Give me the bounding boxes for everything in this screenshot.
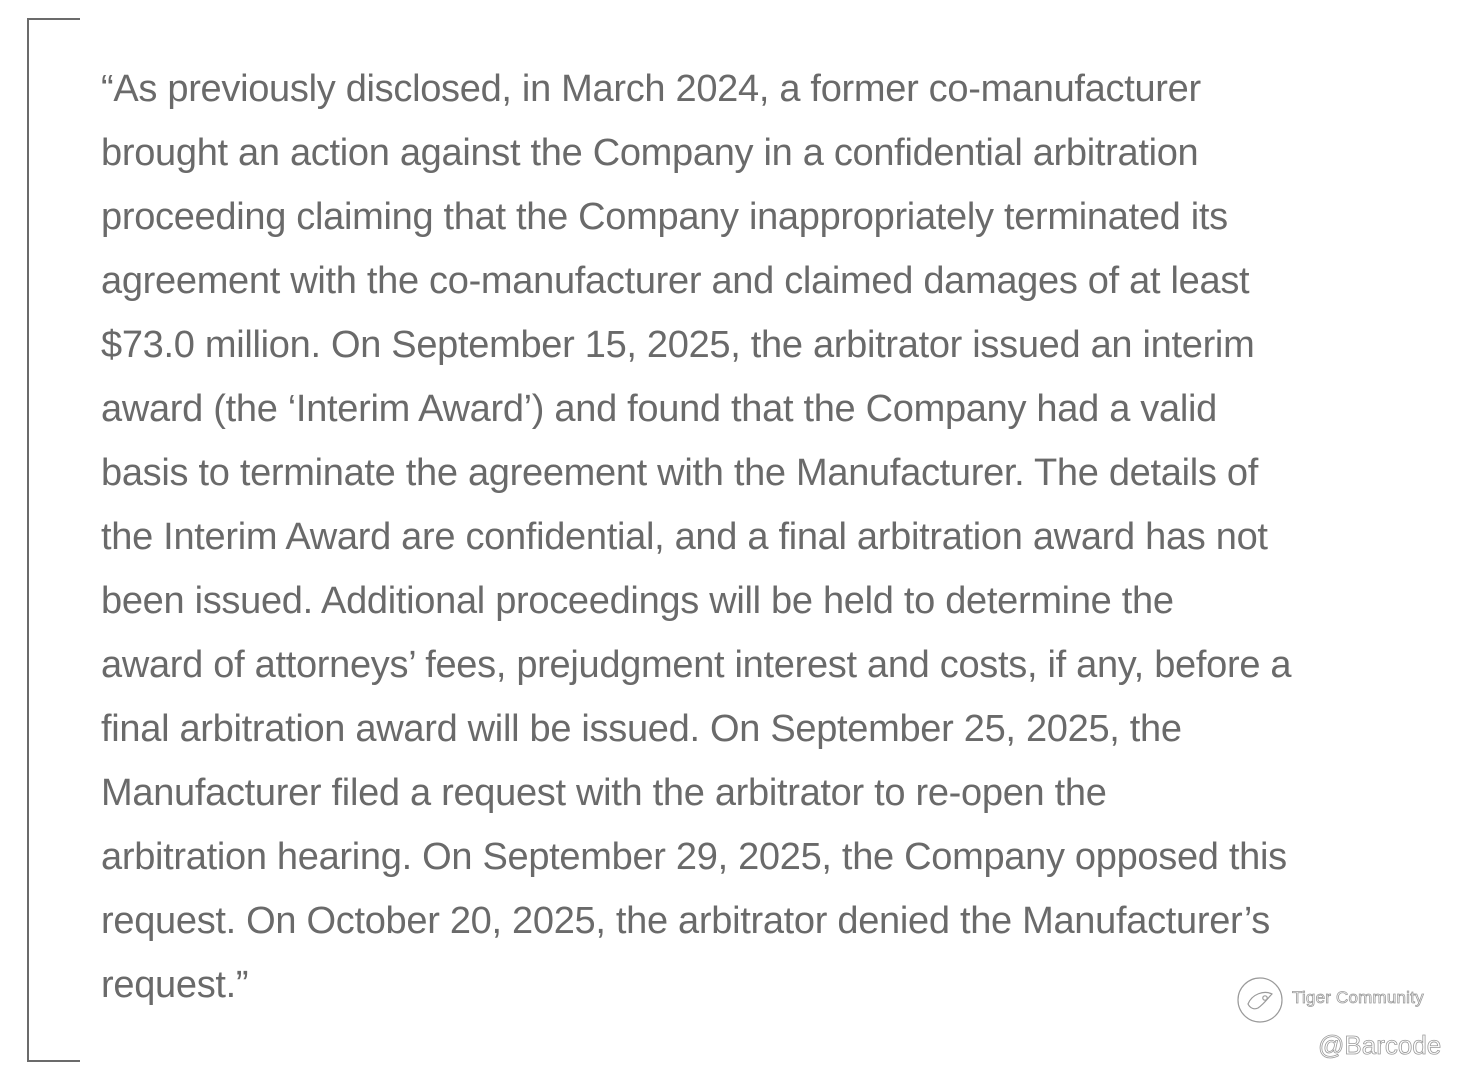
quote-line: award (the ‘Interim Award’) and found that the Company had a valid (101, 388, 1217, 430)
quote-line: Manufacturer filed a request with the arbitrator to re-open the (101, 772, 1107, 814)
watermark-brand: Tiger Community (1292, 988, 1424, 1007)
quote-line: the Interim Award are confidential, and a final arbitration award has not (101, 516, 1268, 558)
quote-line: proceeding claiming that the Company inappropriately terminated its (101, 196, 1228, 238)
quote-line: $73.0 million. On September 15, 2025, the arbitrator issued an interim (101, 324, 1255, 366)
quote-line: final arbitration award will be issued. On September 25, 2025, the (101, 708, 1182, 750)
quote-line: request.” (101, 964, 249, 1006)
quote-bracket (27, 18, 80, 1062)
quote-line: been issued. Additional proceedings will be held to determine the (101, 580, 1174, 622)
quote-line: agreement with the co-manufacturer and claimed damages of at least (101, 260, 1250, 302)
watermark-handle: @Barcode (1318, 1030, 1442, 1060)
quote-line: brought an action against the Company in a confidential arbitration (101, 132, 1199, 174)
quote-block (101, 57, 1451, 1017)
quote-line: arbitration hearing. On September 29, 2025, the Company opposed this (101, 836, 1287, 878)
watermark (1234, 974, 1454, 1028)
quote-line: basis to terminate the agreement with the Manufacturer. The details of (101, 452, 1258, 494)
quote-line: request. On October 20, 2025, the arbitrator denied the Manufacturer’s (101, 900, 1270, 942)
quote-line: “As previously disclosed, in March 2024, a former co-manufacturer (101, 68, 1201, 110)
quote-line: award of attorneys’ fees, prejudgment interest and costs, if any, before a (101, 644, 1292, 686)
tiger-community-logo-icon (1234, 974, 1286, 1026)
